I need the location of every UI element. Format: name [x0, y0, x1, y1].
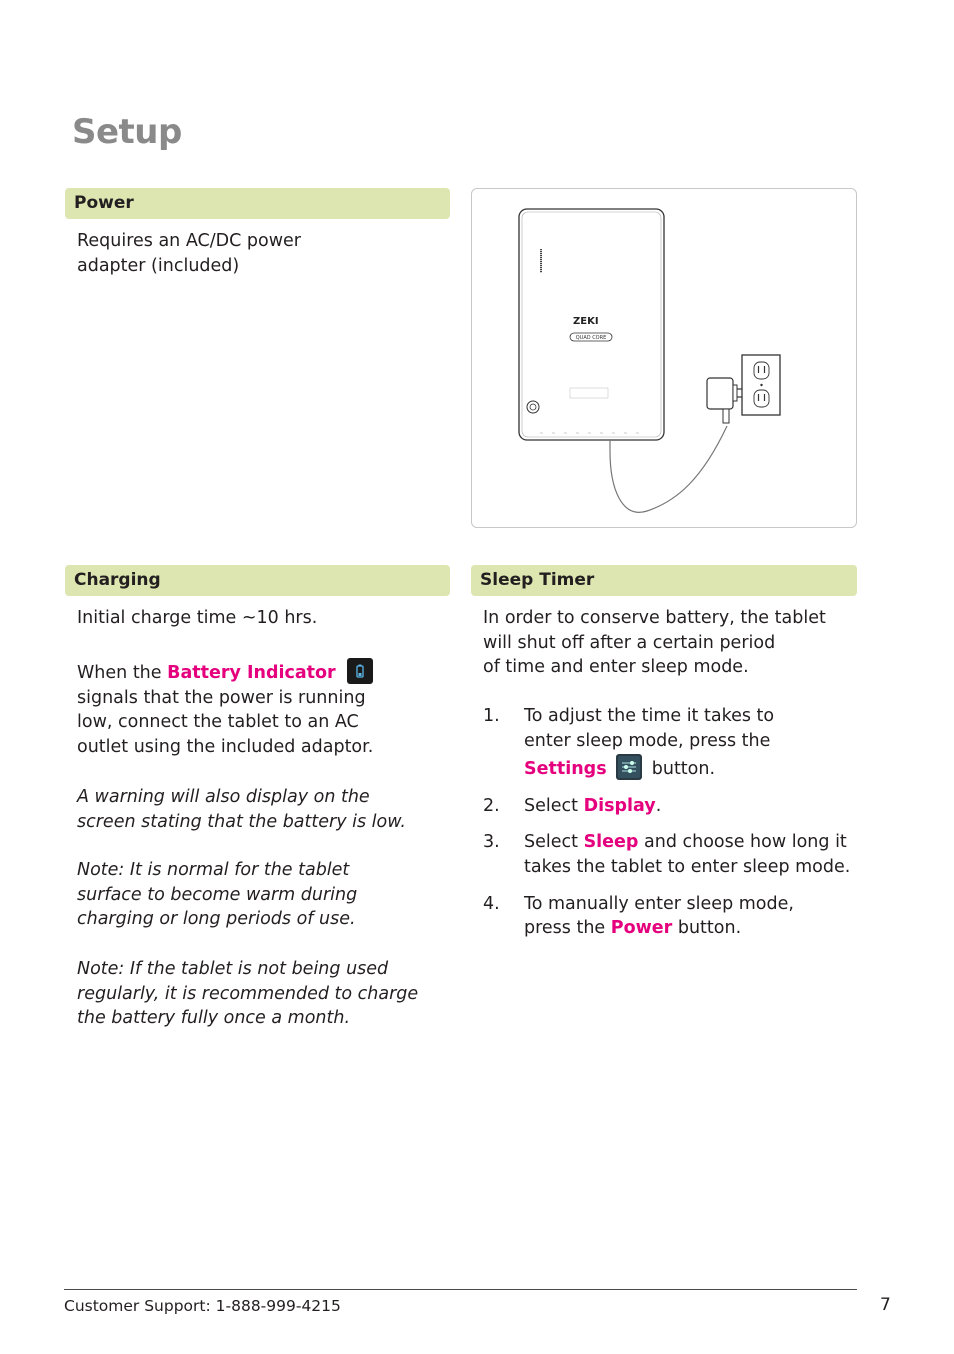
list-item: [483, 794, 853, 819]
note-warm-surface: [77, 858, 357, 932]
charging-text: outlet using the included adaptor.: [77, 736, 374, 757]
page-number: 7: [880, 1295, 891, 1315]
low-battery-warning: [77, 785, 406, 834]
step-text: takes the tablet to enter sleep mode.: [524, 856, 851, 877]
tablet-badge: QUAD CORE: [575, 335, 607, 341]
step-number: 2.: [483, 795, 500, 816]
step-text: button.: [672, 918, 742, 939]
power-text-line: Requires an AC/DC power: [77, 231, 301, 251]
display-label: Display: [583, 795, 656, 816]
step-number: 1.: [483, 706, 500, 726]
note-monthly-charge: [77, 957, 418, 1031]
step-text: .: [655, 795, 662, 816]
charging-instructions: [77, 661, 457, 759]
step-number: 3.: [483, 832, 500, 853]
charging-text: low, connect the tablet to an AC: [77, 712, 359, 733]
page-title: Setup: [72, 112, 182, 152]
step-number: 4.: [483, 893, 500, 914]
sleep-intro-line: of time and enter sleep mode.: [483, 657, 749, 678]
step-text: and choose how long it: [638, 832, 847, 853]
step-text: enter sleep mode, press the: [524, 730, 771, 751]
settings-icon: [616, 754, 642, 780]
note-text: surface to become warm during: [77, 884, 358, 905]
list-item: [483, 704, 853, 782]
settings-label: Settings: [524, 759, 607, 780]
step-text: To adjust the time it takes to: [524, 706, 775, 726]
battery-indicator-icon: [347, 658, 373, 684]
charging-illustration: [471, 188, 857, 528]
warning-text: A warning will also display on the: [77, 787, 370, 807]
step-text: Select: [524, 795, 584, 816]
sleep-steps-list: [483, 704, 853, 953]
note-text: Note: If the tablet is not being used: [77, 959, 389, 979]
tablet-brand-logo: ZEKI: [573, 316, 599, 327]
sleep-label: Sleep: [583, 832, 639, 853]
charging-time: Initial charge time ~10 hrs.: [77, 608, 318, 628]
power-section-header: Power: [65, 188, 450, 219]
footer-divider: [64, 1289, 857, 1290]
step-text: button.: [646, 759, 716, 780]
sleep-intro: [483, 606, 826, 680]
warning-text: screen stating that the battery is low.: [77, 811, 406, 832]
customer-support-footer: Customer Support: 1-888-999-4215: [64, 1297, 341, 1315]
note-text: regularly, it is recommended to charge: [77, 983, 419, 1004]
list-item: [483, 830, 853, 879]
step-text: press the: [524, 918, 611, 939]
power-description: [77, 229, 301, 278]
note-text: Note: It is normal for the tablet: [77, 860, 350, 880]
charging-text: signals that the power is running: [77, 687, 366, 708]
step-text: Select: [524, 832, 584, 853]
power-text-line: adapter (included): [77, 255, 240, 276]
sleep-intro-line: will shut off after a certain period: [483, 632, 776, 653]
note-text: the battery fully once a month.: [77, 1008, 351, 1029]
power-label: Power: [610, 918, 673, 939]
charging-text: When the: [77, 663, 168, 683]
note-text: charging or long periods of use.: [77, 909, 356, 930]
charging-section-header: Charging: [65, 565, 450, 596]
step-text: To manually enter sleep mode,: [524, 893, 794, 914]
battery-indicator-label: Battery Indicator: [167, 663, 336, 683]
list-item: [483, 892, 853, 941]
tablet-and-charger-icon: [472, 189, 858, 529]
sleep-timer-section-header: Sleep Timer: [471, 565, 857, 596]
sleep-intro-line: In order to conserve battery, the tablet: [483, 608, 826, 628]
